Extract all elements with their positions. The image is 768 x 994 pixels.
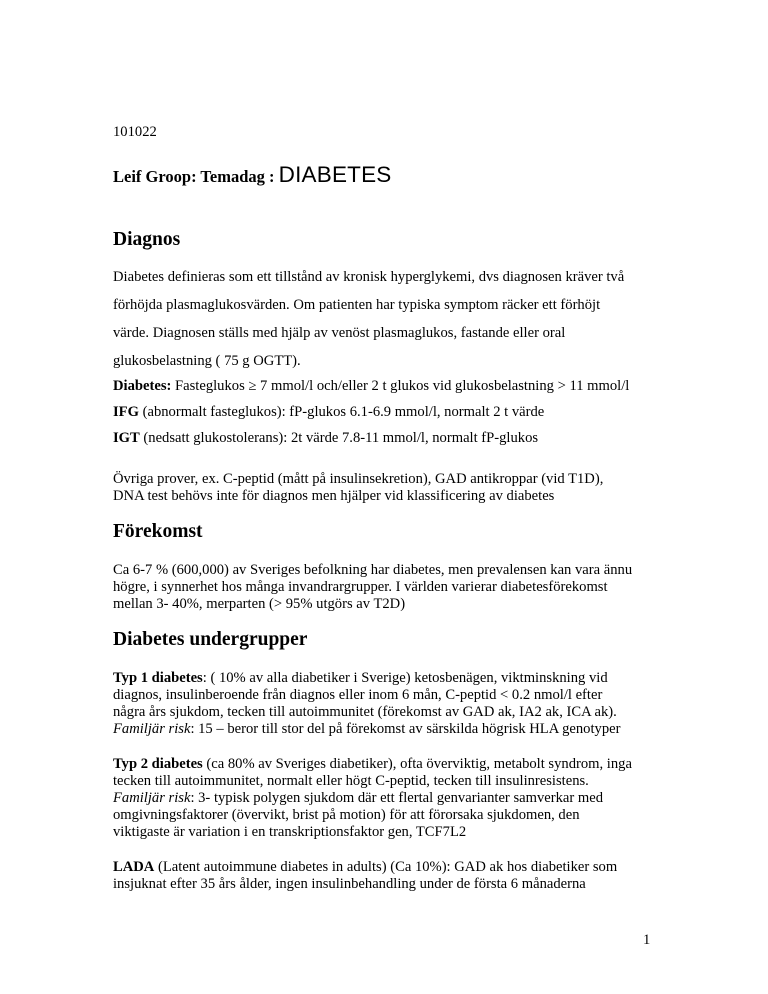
lada-line [113, 859, 617, 876]
typ1-risk-text: : 15 – beror till stor del på förekomst av särskilda högrisk HLA genotyper [190, 721, 621, 737]
criteria-igt [113, 430, 538, 447]
typ1-line: några års sjukdom, tecken till autoimmunitet (förekomst av GAD ak, IA2 ak, ICA ak). [113, 704, 617, 720]
page-number: 1 [643, 932, 651, 948]
typ2-risk-text: : 3- typisk polygen sjukdom där ett flertal genvarianter samverkar med [190, 790, 603, 806]
criteria-diabetes [113, 378, 629, 395]
diagnos-intro-line: Diabetes definieras som ett tillstånd av kronisk hyperglykemi, dvs diagnosen kräver två [113, 269, 625, 285]
criteria-text: Fasteglukos ≥ 7 mmol/l och/eller 2 t glukos vid glukosbelastning > 11 mmol/l [171, 378, 630, 394]
typ2-text: (ca 80% av Sveriges diabetiker), ofta överviktig, metabolt syndrom, inga [202, 756, 632, 772]
criteria-ifg [113, 404, 544, 421]
diagnos-intro-line: värde. Diagnosen ställs med hjälp av venöst plasmaglukos, fastande eller oral [113, 325, 566, 341]
typ2-line: tecken till autoimmunitet, normalt eller högt C-peptid, tecken till insulinresistens. [113, 773, 589, 789]
forekomst-line: högre, i synnerhet hos många invandrargrupper. I världen varierar diabetesförekomst [113, 579, 608, 595]
lada-line: insjuknat efter 35 års ålder, ingen insulinbehandling under de första 6 månaderna [113, 876, 586, 892]
typ1-line: diagnos, insulinberoende från diagnos eller inom 6 mån, C-peptid < 0.2 nmol/l efter [113, 687, 603, 703]
diagnos-other-line: Övriga prover, ex. C-peptid (mått på insulinsekretion), GAD antikroppar (vid T1D), [113, 471, 604, 487]
typ1-text: : ( 10% av alla diabetiker i Sverige) ketosbenägen, viktminskning vid [202, 670, 608, 686]
document-date: 101022 [113, 124, 157, 140]
typ1-label: Typ 1 diabetes [113, 670, 203, 686]
document-title [113, 162, 392, 188]
diagnos-intro-line: glukosbelastning ( 75 g OGTT). [113, 353, 301, 369]
title-main: DIABETES [278, 162, 392, 187]
typ2-line: omgivningsfaktorer (övervikt, brist på motion) för att förorsaka sjukdomen, den [113, 807, 580, 823]
title-prefix: Leif Groop: Temadag : [113, 167, 279, 186]
criteria-label: IGT [113, 430, 140, 446]
criteria-label: Diabetes: [113, 378, 172, 394]
typ2-label: Typ 2 diabetes [113, 756, 203, 772]
criteria-label: IFG [113, 404, 139, 420]
diagnos-intro-line: förhöjda plasmaglukosvärden. Om patienten har typiska symptom räcker ett förhöjt [113, 297, 601, 313]
heading-diagnos: Diagnos [113, 229, 181, 250]
lada-label: LADA [113, 859, 155, 875]
typ2-line [113, 756, 632, 773]
forekomst-line: mellan 3- 40%, merparten (> 95% utgörs av T2D) [113, 596, 406, 612]
lada-text: (Latent autoimmune diabetes in adults) (Ca 10%): GAD ak hos diabetiker som [154, 859, 618, 875]
diagnos-other-line: DNA test behövs inte för diagnos men hjälper vid klassificering av diabetes [113, 488, 555, 504]
typ2-risk-label: Familjär risk [113, 790, 191, 806]
criteria-text: (abnormalt fasteglukos): fP-glukos 6.1-6.9 mmol/l, normalt 2 t värde [138, 404, 545, 420]
heading-forekomst: Förekomst [113, 521, 203, 542]
typ2-risk [113, 790, 603, 807]
typ1-risk [113, 721, 620, 738]
heading-undergrupper: Diabetes undergrupper [113, 629, 308, 650]
criteria-text: (nedsatt glukostolerans): 2t värde 7.8-11 mmol/l, normalt fP-glukos [139, 430, 539, 446]
forekomst-line: Ca 6-7 % (600,000) av Sveriges befolkning har diabetes, men prevalensen kan vara ännu [113, 562, 633, 578]
typ2-line: viktigaste är variation i en transkriptionsfaktor gen, TCF7L2 [113, 824, 467, 840]
typ1-risk-label: Familjär risk [113, 721, 191, 737]
typ1-line [113, 670, 608, 687]
